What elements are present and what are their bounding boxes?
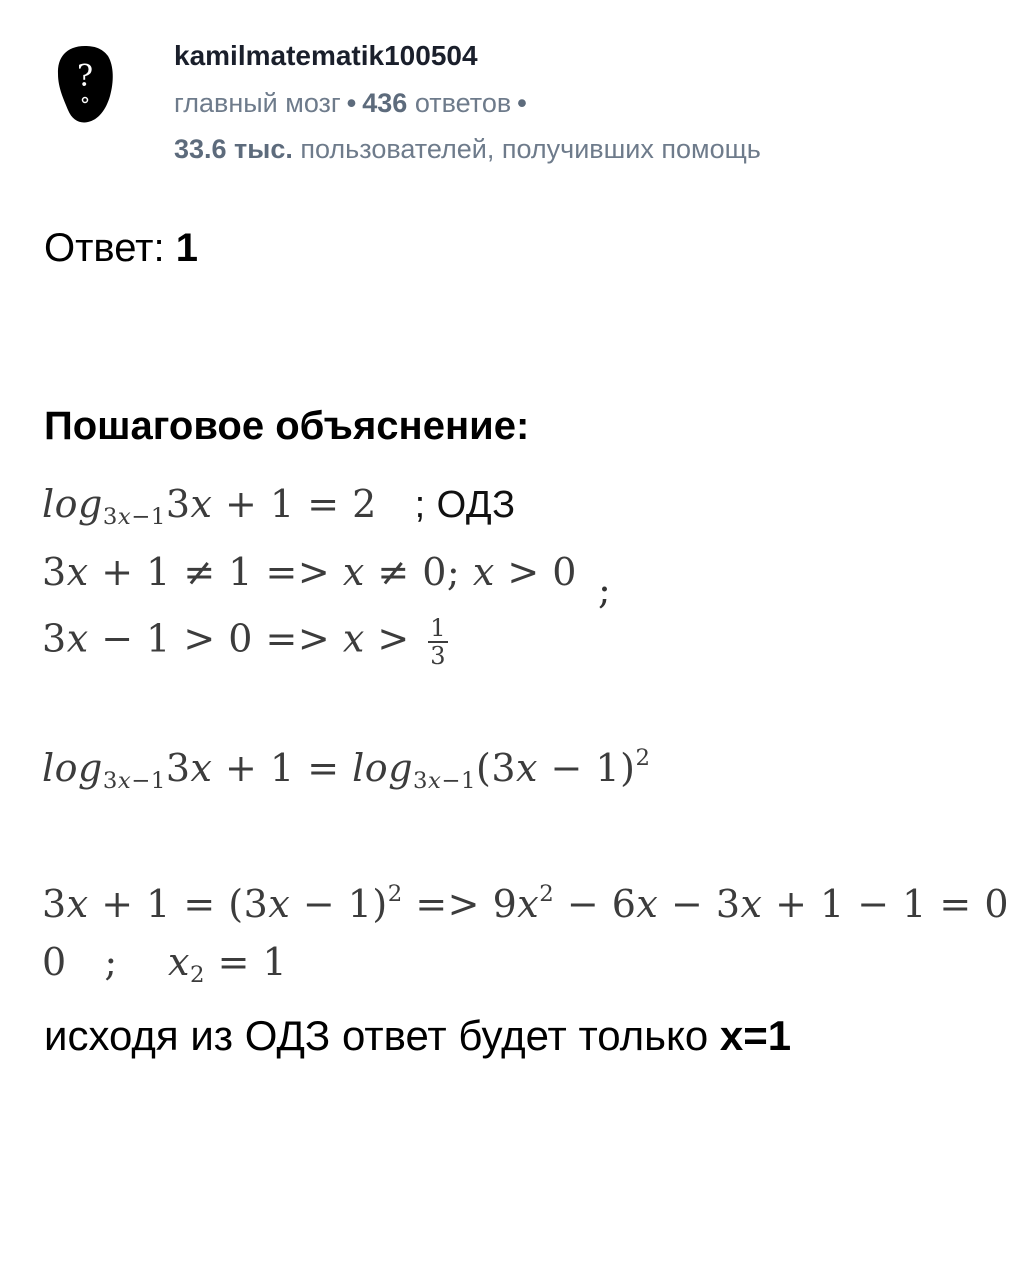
author-avatar[interactable] — [54, 44, 116, 126]
author-meta — [174, 88, 533, 119]
conclusion-text: исходя из ОДЗ ответ будет только — [44, 1012, 709, 1059]
equation-line-6: 0 ; $x_2 = 1$ — [42, 940, 288, 988]
explanation-title: Пошаговое объяснение: — [44, 404, 530, 448]
answer-value: 1 — [175, 226, 198, 270]
answer-label: Ответ: — [44, 226, 165, 270]
question-mark-head-icon — [54, 44, 116, 126]
equation-line-5: $3x + 1 = (3x - 1)^2 => 9x^2 - 6x - 3x + 1 - 1 = 0$ — [42, 881, 1010, 926]
svg-text:?: ? — [76, 59, 94, 94]
answers-count: 436 — [362, 88, 408, 118]
semicolon-mark: ; — [598, 568, 611, 612]
answer-line — [44, 226, 198, 271]
separator-dot-icon: • — [346, 88, 357, 118]
helped-label: пользователей, получивших помощь — [300, 134, 761, 164]
author-username[interactable]: kamilmatematik100504 — [174, 40, 478, 71]
helped-count: 33.6 тыс. — [174, 134, 293, 164]
fraction-one-third: $\frac{1}{3}$ — [430, 614, 447, 670]
equation-line-2: 3x + 1 ≠ 1 => x ≠ 0; x > 0 — [42, 550, 577, 594]
answers-label: ответов — [414, 88, 512, 118]
odz-label: ; ОДЗ — [414, 484, 516, 526]
author-rank: главный мозг — [174, 88, 341, 118]
equation-line-4: $\log_{3x-1}3x + 1 = \log_{3x-1}(3x - 1)^2$ — [42, 745, 651, 794]
separator-dot-icon: • — [517, 88, 527, 118]
conclusion-line — [44, 1012, 791, 1060]
author-helped — [174, 134, 761, 165]
equation-line-3: 3x − 1 > 0 => x > $\frac{1}{3}$ — [42, 614, 447, 670]
equation-line-1: $\log_{3x-1}3x + 1 = 2$ ; ОДЗ — [42, 482, 516, 530]
conclusion-value: x=1 — [719, 1012, 792, 1059]
